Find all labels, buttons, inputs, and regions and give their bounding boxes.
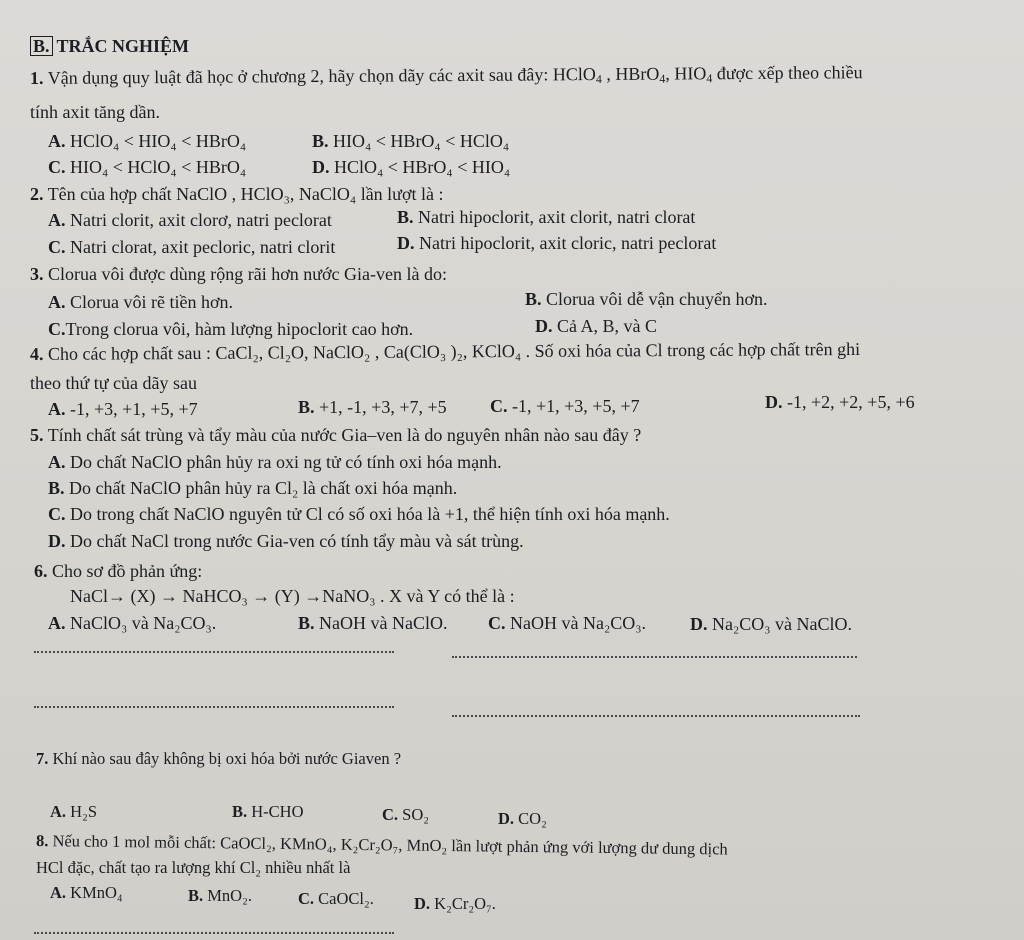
question-7-option-c: C. SO₂ (382, 805, 430, 824)
question-1-option-a: A. HClO₄ < HIO₄ < HBrO₄ (48, 131, 247, 151)
question-4-option-b: B. +1, -1, +3, +7, +5 (298, 397, 447, 417)
answer-dotted-line (34, 706, 394, 708)
question-3-text: 3. Clorua vôi được dùng rộng rãi hơn nước Gia-ven là do: (30, 264, 447, 284)
question-5-option-b: B. Do chất NaClO phân hủy ra Cl₂ là chất oxi hóa mạnh. (48, 478, 458, 498)
question-6-option-a: A. NaClO₃ và Na₂CO₃. (48, 613, 217, 633)
question-5-option-c: C. Do trong chất NaClO nguyên tử Cl có số oxi hóa là +1, thể hiện tính oxi hóa mạnh. (48, 504, 670, 524)
question-7-option-a: A. H₂S (50, 802, 98, 821)
question-8-option-b: B. MnO₂. (188, 886, 252, 905)
question-4-option-c: C. -1, +1, +3, +5, +7 (490, 396, 640, 416)
question-3-option-d: D. Cả A, B, và C (535, 316, 658, 336)
question-6-scheme: NaCl→ (X) → NaHCO₃ → (Y) →NaNO₃ . X và Y có thể là : (70, 586, 515, 606)
section-box-letter: B. (30, 36, 53, 56)
answer-dotted-line (34, 651, 394, 653)
question-6-text: 6. Cho sơ đồ phản ứng: (34, 561, 203, 581)
question-2-option-d: D. Natri hipoclorit, axit cloric, natri peclorat (397, 233, 717, 253)
question-3-option-c: C.Trong clorua vôi, hàm lượng hipoclorit cao hơn. (48, 319, 414, 339)
question-2-text: 2. Tên của hợp chất NaClO , HClO₃, NaClO₄ lần lượt là : (30, 184, 444, 204)
answer-dotted-line (452, 656, 857, 658)
question-4-text: 4. Cho các hợp chất sau : CaCl₂, Cl₂O, NaClO₂ , Ca(ClO₃ )₂, KClO₄ . Số oxi hóa của Cl trong các hợp chất trên ghi (29, 338, 861, 364)
question-2-option-a: A. Natri clorit, axit clorơ, natri peclorat (48, 210, 332, 230)
answer-dotted-line (34, 932, 394, 934)
section-title: TRẮC NGHIỆM (56, 36, 190, 56)
question-5-option-a: A. Do chất NaClO phân hủy ra oxi ng tử có tính oxi hóa mạnh. (48, 452, 502, 472)
question-5-option-d: D. Do chất NaCl trong nước Gia-ven có tính tẩy màu và sát trùng. (48, 531, 524, 551)
question-6-option-c: C. NaOH và Na₂CO₃. (488, 613, 647, 633)
question-7-option-b: B. H-CHO (232, 802, 304, 821)
question-1-line-2: tính axit tăng dần. (30, 102, 160, 122)
question-3-option-b: B. Clorua vôi dễ vận chuyển hơn. (525, 289, 768, 309)
question-8-option-d: D. K₂Cr₂O₇. (414, 894, 496, 913)
answer-dotted-line (452, 715, 860, 717)
question-2-option-c: C. Natri clorat, axit pecloric, natri clorit (48, 237, 336, 257)
question-4-text-2: theo thứ tự của dãy sau (30, 373, 197, 393)
question-3-option-a: A. Clorua vôi rẽ tiền hơn. (48, 292, 233, 312)
question-6-option-d: D. Na₂CO₃ và NaClO. (690, 614, 853, 634)
section-heading (30, 35, 189, 57)
question-1-option-d: D. HClO₄ < HBrO₄ < HIO₄ (312, 157, 511, 177)
question-8-option-c: C. CaOCl₂. (298, 889, 374, 908)
question-4-option-d: D. -1, +2, +2, +5, +6 (765, 392, 915, 412)
question-2-option-b: B. Natri hipoclorit, axit clorit, natri clorat (397, 207, 696, 227)
question-6-option-b: B. NaOH và NaClO. (298, 613, 448, 633)
question-7-text: 7. Khí nào sau đây không bị oxi hóa bởi nước Giaven ? (36, 749, 402, 768)
question-8-option-a: A. KMnO₄ (50, 883, 123, 902)
question-7-option-d: D. CO₂ (498, 809, 547, 828)
question-8-text: 8. Nếu cho 1 mol mỗi chất: CaOCl₂, KMnO₄, K₂Cr₂O₇, MnO₂ lần lượt phản ứng với lượng dư dung dịch (35, 831, 728, 859)
question-1-option-b: B. HIO₄ < HBrO₄ < HClO₄ (312, 131, 510, 151)
question-4-option-a: A. -1, +3, +1, +5, +7 (48, 399, 198, 419)
question-1-option-c: C. HIO₄ < HClO₄ < HBrO₄ (48, 157, 247, 177)
question-8-text-2: HCl đặc, chất tạo ra lượng khí Cl₂ nhiều nhất là (36, 858, 351, 877)
question-5-text: 5. Tính chất sát trùng và tẩy màu của nước Gia–ven là do nguyên nhân nào sau đây ? (30, 425, 642, 445)
question-1-line-1: 1. Vận dụng quy luật đã học ở chương 2, hãy chọn dãy các axit sau đây: HClO$_4$ , HBrO$_4$, $HIO_4$ được xếp theo chiều (29, 62, 863, 88)
